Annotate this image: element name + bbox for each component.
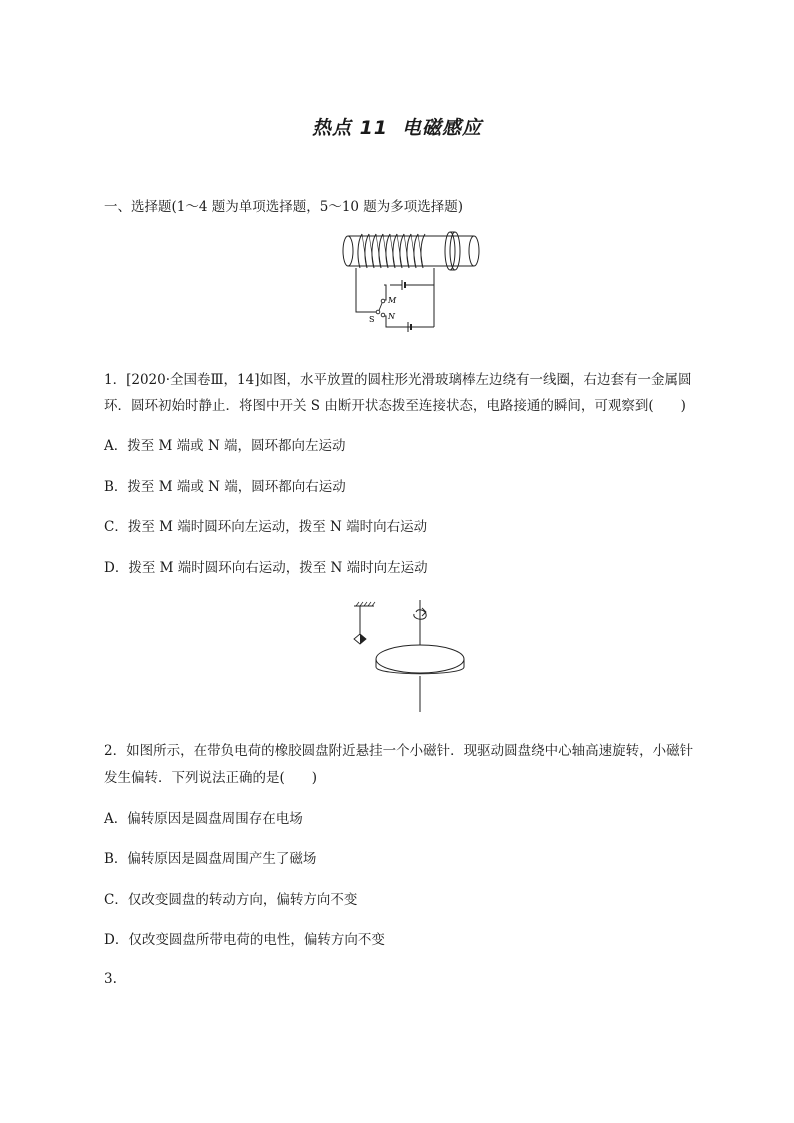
label-n: N: [388, 312, 395, 321]
label-s: S: [369, 315, 375, 324]
label-m: M: [388, 296, 397, 305]
switch-s: [376, 299, 385, 317]
question-1-option-d: D．拨至 M 端时圆环向右运动，拨至 N 端时向左运动: [104, 560, 428, 576]
question-1-option-b: B．拨至 M 端或 N 端，圆环都向右运动: [104, 479, 346, 495]
rod-right-end: [469, 236, 479, 266]
figure-coil-ring-circuit: [338, 228, 484, 332]
question-2-stem-line1: 2．如图所示，在带负电荷的橡胶圆盘附近悬挂一个小磁针．现驱动圆盘绕中心轴高速旋转，小磁针: [104, 743, 694, 759]
question-2-stem-line2: 发生偏转．下列说法正确的是( ): [104, 770, 318, 786]
question-2-option-b: B．偏转原因是圆盘周围产生了磁场: [104, 851, 317, 867]
wire-left: [356, 268, 376, 312]
question-1-stem-line1: 1．[2020·全国卷Ⅲ，14]如图，水平放置的圆柱形光滑玻璃棒左边绕有一线圈，右边套有一金属圆: [104, 372, 692, 388]
page-title: [0, 113, 794, 140]
question-2-option-c: C．仅改变圆盘的转动方向，偏转方向不变: [104, 892, 358, 908]
title-prefix: 热点 11: [311, 117, 389, 139]
battery-m: [402, 280, 405, 290]
wire-right: [404, 268, 434, 285]
section-heading: 一、选择题(1～4 题为单项选择题，5～10 题为多项选择题): [104, 199, 464, 215]
question-1-stem-line2: 环．圆环初始时静止．将图中开关 S 由断开状态拨至连接状态，电路接通的瞬间，可观察到( ): [104, 398, 686, 414]
figure-rotating-disk-magnet: [348, 596, 468, 714]
metal-ring: [445, 232, 460, 270]
question-2-option-a: A．偏转原因是圆盘周围存在电场: [104, 811, 303, 827]
rod-left-end: [343, 236, 353, 266]
coil: [358, 234, 425, 268]
title-main: 电磁感应: [402, 117, 483, 139]
question-2-option-d: D．仅改变圆盘所带电荷的电性，偏转方向不变: [104, 932, 385, 948]
small-magnet: [354, 634, 366, 644]
question-3-number: 3.: [104, 971, 117, 987]
rubber-disk: [376, 645, 464, 673]
question-1-option-a: A．拨至 M 端或 N 端，圆环都向左运动: [104, 438, 346, 454]
question-1-option-c: C．拨至 M 端时圆环向左运动，拨至 N 端时向右运动: [104, 519, 428, 535]
